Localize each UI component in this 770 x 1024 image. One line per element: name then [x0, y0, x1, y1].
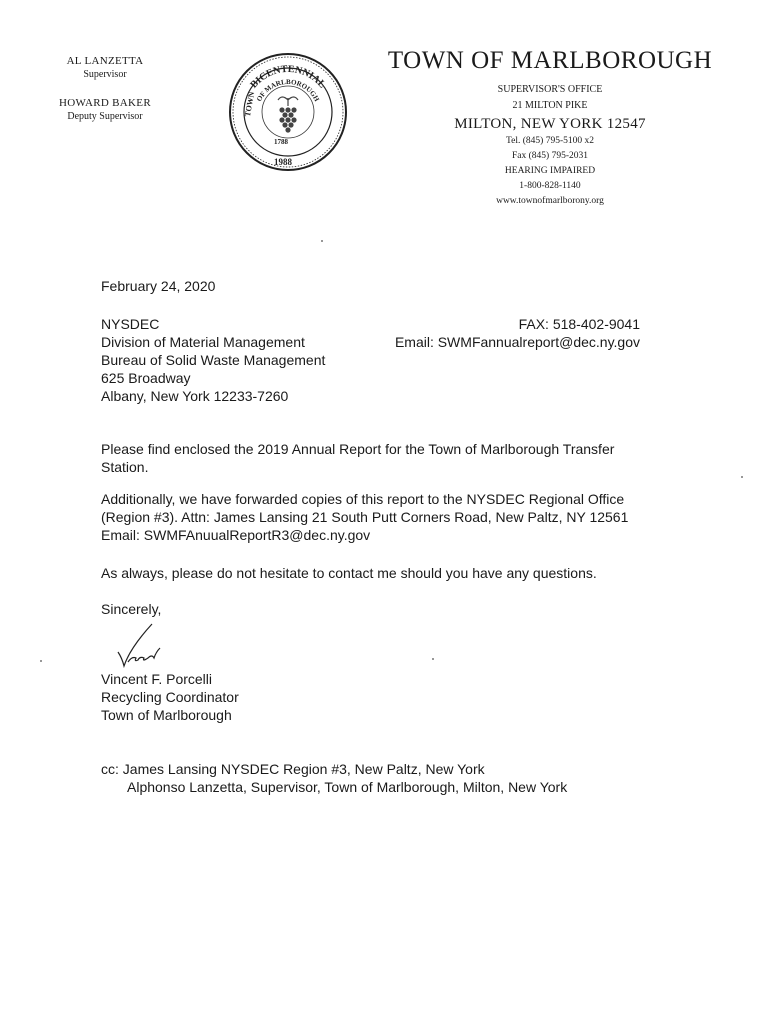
- seal-left-text: TOWN: [243, 91, 257, 118]
- signer-block: [101, 670, 239, 724]
- body-paragraph-2: Additionally, we have forwarded copies of this report to the NYSDEC Regional Office (Region #3). Attn: James Lansing 21 South Putt Corners Road, New Paltz, NY 12561 Email: SWMFAnuualReportR3@dec.ny.gov: [101, 491, 629, 543]
- deputy-supervisor-name: HOWARD BAKER: [59, 97, 151, 109]
- office-fax: Fax (845) 795-2031: [512, 151, 588, 161]
- signer-name: Vincent F. Porcelli: [101, 671, 213, 687]
- office-street: 21 MILTON PIKE: [512, 100, 588, 111]
- recipient-email: Email: SWMFannualreport@dec.ny.gov: [394, 334, 640, 350]
- handwritten-signature: [112, 618, 192, 674]
- seal-year-end: 1988: [274, 157, 292, 167]
- body-paragraph-1: Please find enclosed the 2019 Annual Report for the Town of Marlborough Transfer Station.: [101, 441, 615, 475]
- letter-date: February 24, 2020: [101, 278, 216, 294]
- hearing-impaired-label: HEARING IMPAIRED: [504, 166, 596, 176]
- scan-speck: [321, 240, 323, 242]
- office-name: SUPERVISOR'S OFFICE: [497, 84, 603, 95]
- scan-speck: [40, 660, 42, 662]
- cc-block: [101, 760, 567, 796]
- office-tel: Tel. (845) 795-5100 x2: [506, 136, 594, 146]
- signature-graphic: [112, 618, 192, 674]
- town-letterhead: [380, 46, 720, 209]
- office-city: MILTON, NEW YORK 12547: [454, 116, 646, 132]
- recipient-line: NYSDEC: [101, 316, 160, 332]
- recipient-fax: FAX: 518-402-9041: [518, 316, 640, 332]
- supervisor-name: AL LANZETTA: [66, 55, 144, 67]
- body-paragraph-3: As always, please do not hesitate to contact me should you have any questions.: [101, 565, 597, 581]
- recipient-line: 625 Broadway: [101, 370, 191, 386]
- cc-line: cc: James Lansing NYSDEC Region #3, New Paltz, New York: [101, 761, 485, 777]
- cc-line: Alphonso Lanzetta, Supervisor, Town of Marlborough, Milton, New York: [127, 779, 568, 795]
- deputy-supervisor-role: Deputy Supervisor: [67, 111, 143, 122]
- town-seal: [224, 50, 352, 174]
- seal-top-text: BICENTENNIAL: [248, 63, 328, 91]
- seal-graphic: [224, 50, 352, 174]
- officials-block: [40, 54, 170, 138]
- recipient-contact: [395, 315, 640, 351]
- grapes-icon: [278, 97, 298, 133]
- closing: Sincerely,: [101, 601, 162, 617]
- recipient-line: Division of Material Management: [101, 334, 305, 350]
- signer-title: Recycling Coordinator: [101, 689, 239, 705]
- hearing-impaired-phone: 1-800-828-1140: [519, 181, 581, 191]
- recipient-line: Albany, New York 12233-7260: [101, 388, 289, 404]
- scan-speck: [432, 658, 434, 660]
- recipient-address: [101, 315, 325, 405]
- town-name: TOWN OF MARLBOROUGH: [387, 47, 713, 74]
- seal-year-start: 1788: [274, 138, 288, 146]
- recipient-line: Bureau of Solid Waste Management: [101, 352, 326, 368]
- seal-middle-text: OF MARLBOROUGH: [255, 77, 321, 103]
- scan-speck: [741, 476, 743, 478]
- signer-organization: Town of Marlborough: [101, 707, 232, 723]
- supervisor-role: Supervisor: [83, 69, 127, 80]
- town-website: www.townofmarlborony.org: [496, 196, 604, 206]
